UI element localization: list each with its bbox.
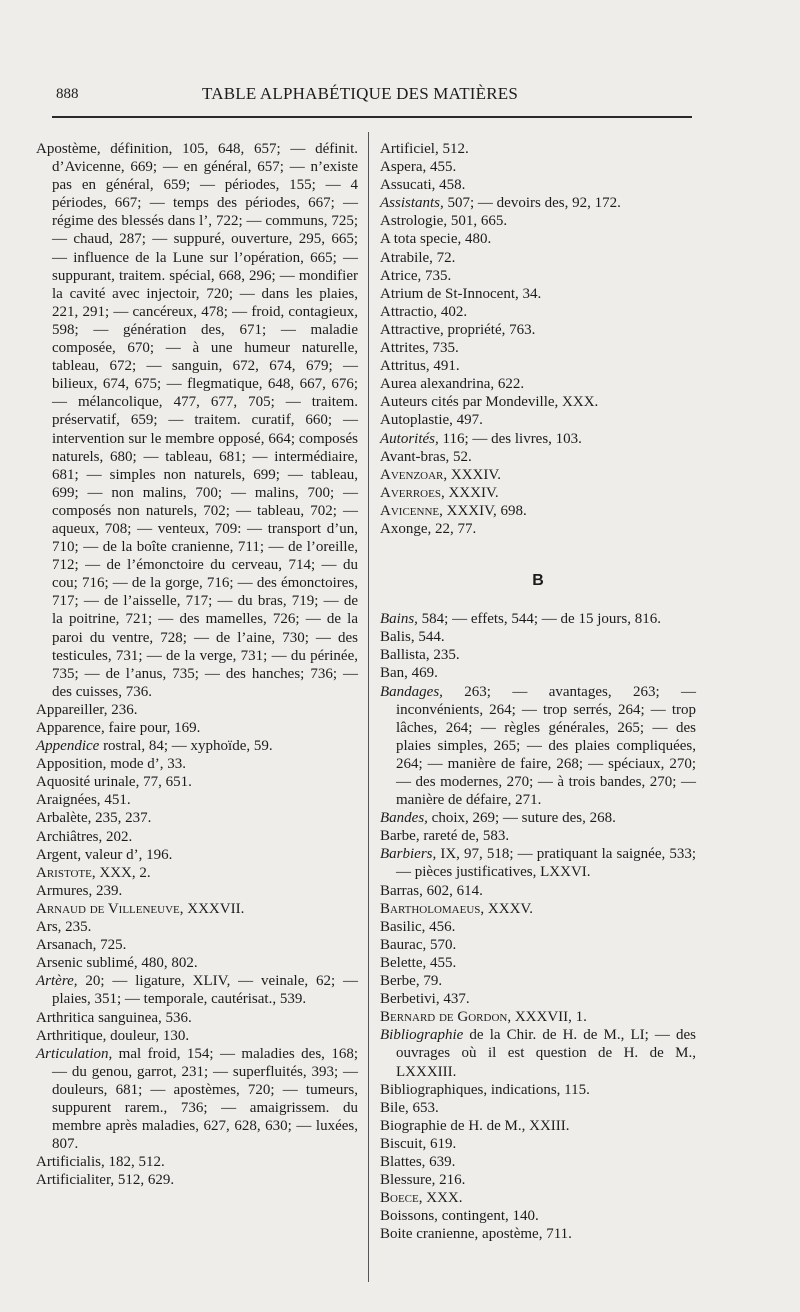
entry-term: Ballista,	[380, 647, 430, 664]
index-entry	[380, 1008, 696, 1026]
entry-references: 512.	[438, 141, 469, 157]
index-entry	[380, 664, 696, 682]
entry-references: contingent, 140.	[437, 1208, 539, 1225]
entry-references: 182, 512.	[104, 1154, 165, 1171]
entry-references: 491.	[429, 358, 460, 375]
index-entry	[36, 846, 358, 864]
entry-references: 236.	[107, 701, 138, 718]
entry-term: Araignées,	[36, 792, 101, 809]
entry-term: Artificialiter,	[36, 1172, 115, 1189]
entry-term: Bartholomaeus,	[380, 900, 485, 917]
entry-term: Basilic,	[380, 918, 426, 935]
index-entry	[380, 1135, 696, 1153]
entry-references: 725.	[96, 937, 127, 954]
entry-term: Autorités,	[380, 430, 439, 447]
entry-references: cranienne, apostème, 711.	[412, 1226, 572, 1243]
index-entry	[380, 212, 696, 230]
entry-term: Atrium	[380, 285, 424, 302]
entry-references: cités par Mondeville, XXX.	[427, 394, 599, 411]
index-entry	[380, 683, 696, 810]
entry-references: sanguinea, 536.	[94, 1009, 192, 1026]
entry-term: Assistants,	[380, 195, 444, 212]
entry-references: 622.	[494, 376, 525, 393]
entry-term: Aspera,	[380, 159, 427, 176]
index-entry	[380, 176, 696, 194]
index-entry	[380, 484, 696, 502]
entry-term: Appendice	[36, 738, 100, 755]
entry-references: choix, 269; — suture des, 268.	[427, 810, 616, 827]
entry-references: indications, 115.	[487, 1081, 590, 1098]
entry-references: 216.	[435, 1172, 466, 1189]
entry-references: 20; — ligature, XLIV, — veinale, 62; — plaies, 351; — temporale, cautérisat., 539.	[52, 973, 358, 1008]
index-entry	[380, 1081, 696, 1099]
index-entry	[380, 990, 696, 1008]
entry-term: Berbetivi,	[380, 991, 440, 1008]
entry-references: douleur, 130.	[106, 1027, 190, 1044]
index-entry	[380, 1225, 696, 1243]
entry-references: 512, 629.	[114, 1172, 175, 1189]
entry-references: 451.	[100, 792, 131, 809]
index-entry	[36, 773, 358, 791]
entry-references: mal froid, 154; — maladies des, 168; — du genou, garrot, 231; — superfluités, 393; — douleurs, 681; — apostèmes, 720; — tumeurs, suppurent rarem., 736; — amaigrissem. du membre après maladies, 627, 628, 630; — luxées, 807.	[52, 1045, 358, 1153]
entry-term: Aquosité	[36, 774, 91, 791]
index-entry	[36, 140, 358, 701]
entry-term: Attrites,	[380, 340, 429, 357]
entry-term: Berbe,	[380, 973, 420, 990]
index-entry	[380, 339, 696, 357]
index-entry	[380, 845, 696, 881]
index-entry	[36, 936, 358, 954]
entry-term: Avicenne,	[380, 502, 443, 519]
entry-references: 235, 237.	[91, 810, 152, 827]
entry-term: Bernard de Gordon,	[380, 1009, 512, 1026]
entry-term: Arsenic	[36, 955, 83, 972]
entry-references: définition, 105, 648, 657; — définit. d’Avicenne, 669; — en général, 657; — n’existe pas en général, 659; — périodes, 155; — 4 périodes, 667; — temps des périodes, 667; — régime des blessés dans l’, 722; — communs, 725; — chaud, 287; — suppuré, ouverture, 295, 665; — influence de la Lune sur l’opération, 665; — suppurant, traitem. spécial, 668, 296; — mondifier la cavité avec injectoir, 720; — dans les plaies, 221, 291; — cancéreux, 478; — froid, contagieux, 598; — génération des, 671; — maladie composée, 670; — à une humeur naturelle, tableau, 672; — sanguin, 672, 674, 679; — bilieux, 674, 675; — flegmatique, 648, 667, 676; — mélancolique, 477, 677, 705; — traitem. préservatif, 659; — traitem. curatif, 660; — intervention sur le membre opposé, 664; composés naturels, 680; — tableau, 681; — intermédiaire, 681; — simples non naturels, 699; — tableau, 699; — non malins, 700; — malins, 700; — composés non naturels, 702; — tableau, 702; — aqueux, 708; — venteux, 709: — transport d’un, 710; — de la boîte cranienne, 711; — de l’oreille, 712; — de l’émonctoire du cerveau, 714; — du cou; 716; — de la gorge, 716; — des émonctoires, 717; — de l’aisselle, 717; — du bras, 719; — de la poitrine, 721; — des mamelles, 726; — de la paroi du ventre, 728; — de l’aine, 730; — des testicules, 731; — de la verge, 731; — du périnée, 735; — de l’anus, 735; — des hanches; 736; — des cuisses, 736.	[52, 141, 358, 700]
entry-references: IX, 97, 518; — pratiquant la saignée, 533; — pièces justificatives, LXXVI.	[396, 846, 696, 881]
entry-references: 480.	[461, 231, 492, 248]
index-entry	[380, 249, 696, 267]
entry-term: Atrice,	[380, 267, 422, 284]
entry-references: XXXIV.	[447, 466, 502, 483]
entry-references: 735.	[421, 267, 452, 284]
column-divider	[368, 132, 369, 1282]
index-entry	[380, 646, 696, 664]
entry-term: Boece,	[380, 1190, 423, 1207]
entry-term: Articulation,	[36, 1045, 113, 1062]
entry-references: XXXIV.	[444, 484, 499, 501]
entry-references: 235.	[429, 647, 460, 664]
index-entry	[36, 701, 358, 719]
entry-references: 235.	[61, 919, 92, 936]
entry-term: Avenzoar,	[380, 466, 448, 483]
entry-term: Artificiel,	[380, 141, 439, 157]
index-entry	[380, 230, 696, 248]
entry-term: Aurea alexandrina,	[380, 376, 495, 393]
entry-references: XXXIV, 698.	[442, 502, 527, 519]
entry-term: Bibliographiques,	[380, 1081, 488, 1098]
index-entry	[36, 900, 358, 918]
entry-term: Aristote,	[36, 864, 96, 881]
entry-term: Arbalète,	[36, 810, 92, 827]
entry-term: Attritus,	[380, 358, 430, 375]
entry-term: Baurac,	[380, 936, 427, 953]
index-entry	[36, 864, 358, 882]
entry-term: Auteurs	[380, 394, 428, 411]
entry-term: Archiâtres,	[36, 828, 103, 845]
entry-references: rareté de, 583.	[419, 828, 510, 845]
index-entry	[380, 466, 696, 484]
entry-term: Atrabile,	[380, 249, 433, 266]
entry-references: XXXVII, 1.	[511, 1009, 587, 1026]
index-entry	[380, 972, 696, 990]
entry-references: 455.	[426, 954, 457, 971]
index-entry	[380, 882, 696, 900]
entry-term: Balis,	[380, 629, 415, 646]
entry-term: Bile,	[380, 1099, 409, 1116]
entry-term: Biscuit,	[380, 1135, 427, 1152]
right-column-b-entries	[380, 610, 696, 1243]
index-entry	[380, 900, 696, 918]
entry-references: 544.	[414, 629, 445, 646]
header-rule	[52, 116, 692, 118]
entry-term: Bibliographie	[380, 1027, 464, 1044]
index-entry	[36, 737, 358, 755]
entry-term: Barbe,	[380, 828, 420, 845]
index-entry	[36, 809, 358, 827]
running-title: TABLE ALPHABÉTIQUE DES MATIÈRES	[202, 84, 519, 103]
index-entry	[36, 791, 358, 809]
index-entry	[380, 303, 696, 321]
entry-references: 79.	[419, 973, 443, 990]
entry-references: 735.	[428, 340, 459, 357]
entry-references: 469.	[407, 665, 438, 682]
entry-references: 202.	[102, 828, 133, 845]
entry-references: XXXV.	[484, 900, 534, 917]
entry-references: XXXVII.	[183, 900, 245, 917]
entry-references: mode d’, 33.	[106, 756, 187, 773]
index-entry	[380, 140, 696, 158]
entry-references: propriété, 763.	[443, 321, 536, 338]
entry-term: Axonge,	[380, 520, 432, 537]
index-entry	[380, 1099, 696, 1117]
entry-term: Arthritica	[36, 1009, 95, 1026]
entry-term: A tota specie,	[380, 231, 462, 248]
entry-term: Attractive,	[380, 321, 444, 338]
index-entry	[36, 1171, 358, 1189]
page-header	[52, 82, 692, 112]
index-entry	[380, 827, 696, 845]
index-entry	[36, 1027, 358, 1045]
index-entry	[380, 194, 696, 212]
index-entry	[380, 610, 696, 628]
index-entry	[380, 502, 696, 520]
right-column	[380, 140, 696, 1243]
entry-term: Boissons,	[380, 1208, 438, 1225]
index-entry	[380, 357, 696, 375]
index-entry	[36, 1045, 358, 1154]
entry-references: 570.	[426, 936, 457, 953]
index-entry	[36, 1009, 358, 1027]
index-entry	[380, 628, 696, 646]
index-entry	[380, 375, 696, 393]
entry-term: Artificialis,	[36, 1154, 105, 1171]
index-entry	[36, 954, 358, 972]
entry-term: Bandes,	[380, 810, 428, 827]
entry-references: 22, 77.	[431, 520, 477, 537]
index-entry	[380, 393, 696, 411]
index-entry	[36, 918, 358, 936]
entry-term: Avant-bras,	[380, 448, 450, 465]
entry-term: Apparence,	[36, 720, 105, 736]
index-entry	[380, 285, 696, 303]
entry-references: 263; — avantages, 263; — inconvénients, 264; — trop serrés, 264; — trop lâches, 264; — règles générales, 265; — des plaies simples, 265; — des plaies compliquées, 264; — manière de faire, 268; — spéciaux, 270; — des modernes, 270; — à trois bandes, 270; — manière de défaire, 271.	[396, 683, 696, 809]
index-entry	[36, 972, 358, 1008]
entry-term: Arthritique,	[36, 1027, 107, 1044]
index-entry	[380, 448, 696, 466]
left-column	[36, 140, 358, 1189]
entry-references: 458.	[435, 177, 466, 194]
index-entry	[36, 755, 358, 773]
entry-references: 497.	[452, 412, 483, 429]
entry-term: Attractio,	[380, 303, 438, 320]
entry-term: Assucati,	[380, 177, 436, 194]
entry-references: 584; — effets, 544; — de 15 jours, 816.	[417, 611, 661, 628]
index-entry	[380, 267, 696, 285]
entry-references: de H. de M., XXIII.	[446, 1117, 570, 1134]
entry-term: Bandages,	[380, 683, 443, 700]
entry-references: XXX, 2.	[95, 864, 151, 881]
index-entry	[380, 1189, 696, 1207]
index-entry	[380, 411, 696, 429]
entry-term: Apposition,	[36, 756, 107, 773]
entry-term: Astrologie,	[380, 213, 448, 230]
entry-term: Argent,	[36, 846, 82, 863]
right-column-a-entries	[380, 140, 696, 538]
index-entry	[380, 1026, 696, 1080]
entry-references: 619.	[426, 1135, 457, 1152]
entry-references: de la Chir. de H. de M., LI; — des ouvrages où il est question de H. de M., LXXXIII.	[396, 1027, 696, 1080]
entry-term: Belette,	[380, 954, 427, 971]
index-entry	[380, 158, 696, 176]
entry-term: Arnaud de Villeneuve,	[36, 900, 184, 917]
page-number: 888	[56, 86, 79, 102]
index-entry	[380, 1171, 696, 1189]
entry-references: XXX.	[422, 1190, 463, 1207]
index-entry	[380, 954, 696, 972]
section-letter: B	[532, 572, 544, 590]
entry-references: de St-Innocent, 34.	[423, 285, 542, 302]
index-entry	[36, 828, 358, 846]
entry-term: Blessure,	[380, 1172, 436, 1189]
entry-term: Ban,	[380, 665, 408, 682]
index-entry	[380, 321, 696, 339]
entry-term: Biographie	[380, 1117, 447, 1134]
entry-references: urinale, 77, 651.	[90, 774, 192, 791]
index-entry	[380, 1153, 696, 1171]
entry-term: Barbiers,	[380, 846, 437, 863]
entry-references: rostral, 84; — xyphoïde, 59.	[99, 738, 273, 755]
entry-references: 653.	[408, 1099, 439, 1116]
entry-references: 116; — des livres, 103.	[438, 430, 582, 447]
entry-term: Barras,	[380, 882, 423, 899]
entry-references: 507; — devoirs des, 92, 172.	[443, 195, 621, 212]
entry-references: sublimé, 480, 802.	[82, 955, 198, 972]
entry-term: Appareiller,	[36, 701, 108, 718]
index-entry	[36, 1153, 358, 1171]
index-entry	[36, 719, 358, 737]
index-entry	[380, 430, 696, 448]
entry-term: Artère,	[36, 973, 78, 990]
index-entry	[380, 1117, 696, 1135]
index-entry	[380, 520, 696, 538]
index-entry	[36, 882, 358, 900]
entry-references: 402.	[437, 303, 468, 320]
index-entry	[380, 1207, 696, 1225]
entry-references: faire pour, 169.	[104, 720, 201, 736]
entry-references: 501, 665.	[447, 213, 508, 230]
entry-references: valeur d’, 196.	[81, 846, 173, 863]
entry-term: Ars,	[36, 919, 62, 936]
entry-term: Averroes,	[380, 484, 445, 501]
entry-term: Arsanach,	[36, 937, 97, 954]
entry-references: 455.	[426, 159, 457, 176]
entry-term: Boite	[380, 1226, 413, 1243]
entry-term: Blattes,	[380, 1153, 426, 1170]
entry-references: 72.	[432, 249, 456, 266]
entry-references: 456.	[425, 918, 456, 935]
entry-references: 602, 614.	[422, 882, 483, 899]
entry-term: Armures,	[36, 882, 93, 899]
entry-term: Bains,	[380, 611, 418, 628]
entry-references: 52.	[449, 448, 472, 465]
entry-term: Autoplastie,	[380, 412, 453, 429]
index-entry	[380, 918, 696, 936]
index-entry	[380, 809, 696, 827]
entry-references: 239.	[92, 882, 123, 899]
entry-references: 437.	[439, 991, 470, 1008]
entry-term: Apostème,	[36, 141, 101, 157]
index-entry	[380, 936, 696, 954]
entry-references: 639.	[425, 1153, 456, 1170]
